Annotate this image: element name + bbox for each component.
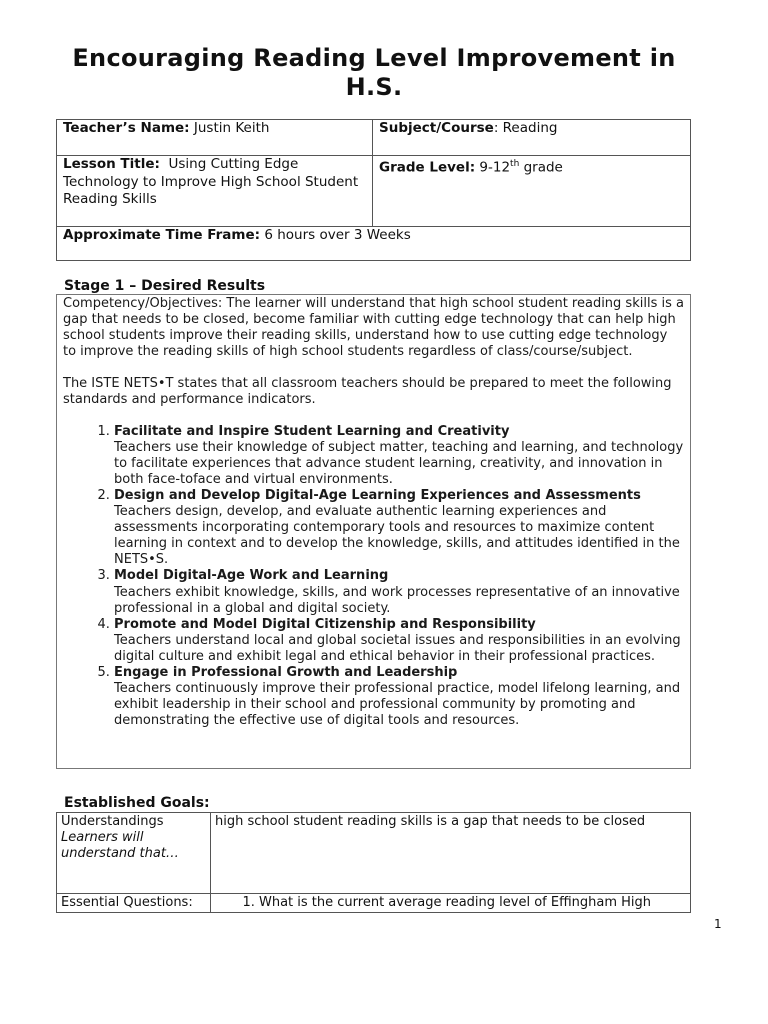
established-goals-heading: Established Goals: [64,795,210,811]
standard-title: 4. Promote and Model Digital Citizenship and Responsibility [114,616,536,632]
understandings-label: Understandings [61,814,164,829]
grade-level-value: 9-12 [479,159,511,176]
time-frame-value: 6 hours over 3 Weeks [264,227,411,243]
competency-objectives: Competency/Objectives: The learner will understand that high school student reading skills is a gap that needs to be closed, become familiar with cutting edge technology that can help high school students improve their reading skills, understand how to use cutting edge technology to improve the reading skills of high school students regardless of class/course/subject. [63,296,684,360]
time-frame-label: Approximate Time Frame: [63,227,261,243]
stage1-heading: Stage 1 – Desired Results [64,278,266,294]
iste-intro: The ISTE NETS•T states that all classroom teachers should be prepared to meet the following standards and performance indicators. [63,376,672,408]
standard-text: Teachers design, develop, and evaluate authentic learning experiences and assessments incorporating contemporary tools and resources to maximize content learning in context and to develop the knowledge, skills, and attitudes identified in the NETS•S. [114,504,680,568]
standards-list [63,424,684,730]
grade-level-cell [373,156,691,227]
standard-title: 5. Engage in Professional Growth and Leadership [114,664,458,680]
teacher-label: Teacher’s Name: [63,120,190,136]
page-number: 1 [714,917,722,931]
understandings-value: high school student reading skills is a gap that needs to be closed [211,813,691,894]
standard-item [114,488,684,568]
standard-title: 3. Model Digital-Age Work and Learning [114,568,389,584]
essential-question: 1. What is the current average reading level of Effingham High [259,895,686,911]
standard-item [114,665,684,729]
essential-questions-label: Essential Questions: [57,894,211,913]
standard-text: Teachers understand local and global societal issues and responsibilities in an evolving digital culture and exhibit legal and ethical behavior in their professional practices. [114,632,681,664]
grade-level-suffix: grade [519,159,563,176]
subject-label: Subject/Course [379,120,494,136]
lesson-title-value: Using Cutting Edge Technology to Improve High School Student Reading Skills [63,156,359,207]
teacher-value: Justin Keith [193,120,270,136]
grade-level-superscript: th [510,159,520,169]
standard-title: 2. Design and Develop Digital-Age Learning Experiences and Assessments [114,487,641,503]
standard-text: Teachers use their knowledge of subject matter, teaching and learning, and technology to facilitate experiences that advance student learning, creativity, and innovation in both face-toface and virtual environments. [114,439,684,487]
teacher-cell [57,120,373,156]
understandings-sublabel: Learners will understand that… [61,830,179,861]
standard-text: Teachers continuously improve their professional practice, model lifelong learning, and exhibit leadership in their school and professional community by promoting and demonstrating the effective use of digital tools and resources. [114,681,681,729]
lesson-title-label: Lesson Title: [63,156,160,172]
understandings-label-cell [57,813,211,894]
stage1-box [56,294,691,769]
lesson-title-cell [57,156,373,227]
goals-table [56,812,691,913]
lesson-info-table [56,119,691,261]
standard-item [114,617,684,665]
essential-questions-list [215,895,686,911]
standard-item [114,424,684,488]
standard-title: 1. Facilitate and Inspire Student Learning and Creativity [114,423,510,439]
standard-text: Teachers exhibit knowledge, skills, and work processes representative of an innovative professional in a global and digital society. [114,584,680,616]
grade-level-label: Grade Level: [379,159,476,176]
subject-value: : Reading [493,120,558,136]
document-title: Encouraging Reading Level Improvement in H.S. [72,44,676,101]
standard-item [114,568,684,616]
time-frame-cell [57,227,691,261]
essential-questions-cell [211,894,691,913]
subject-cell [373,120,691,156]
